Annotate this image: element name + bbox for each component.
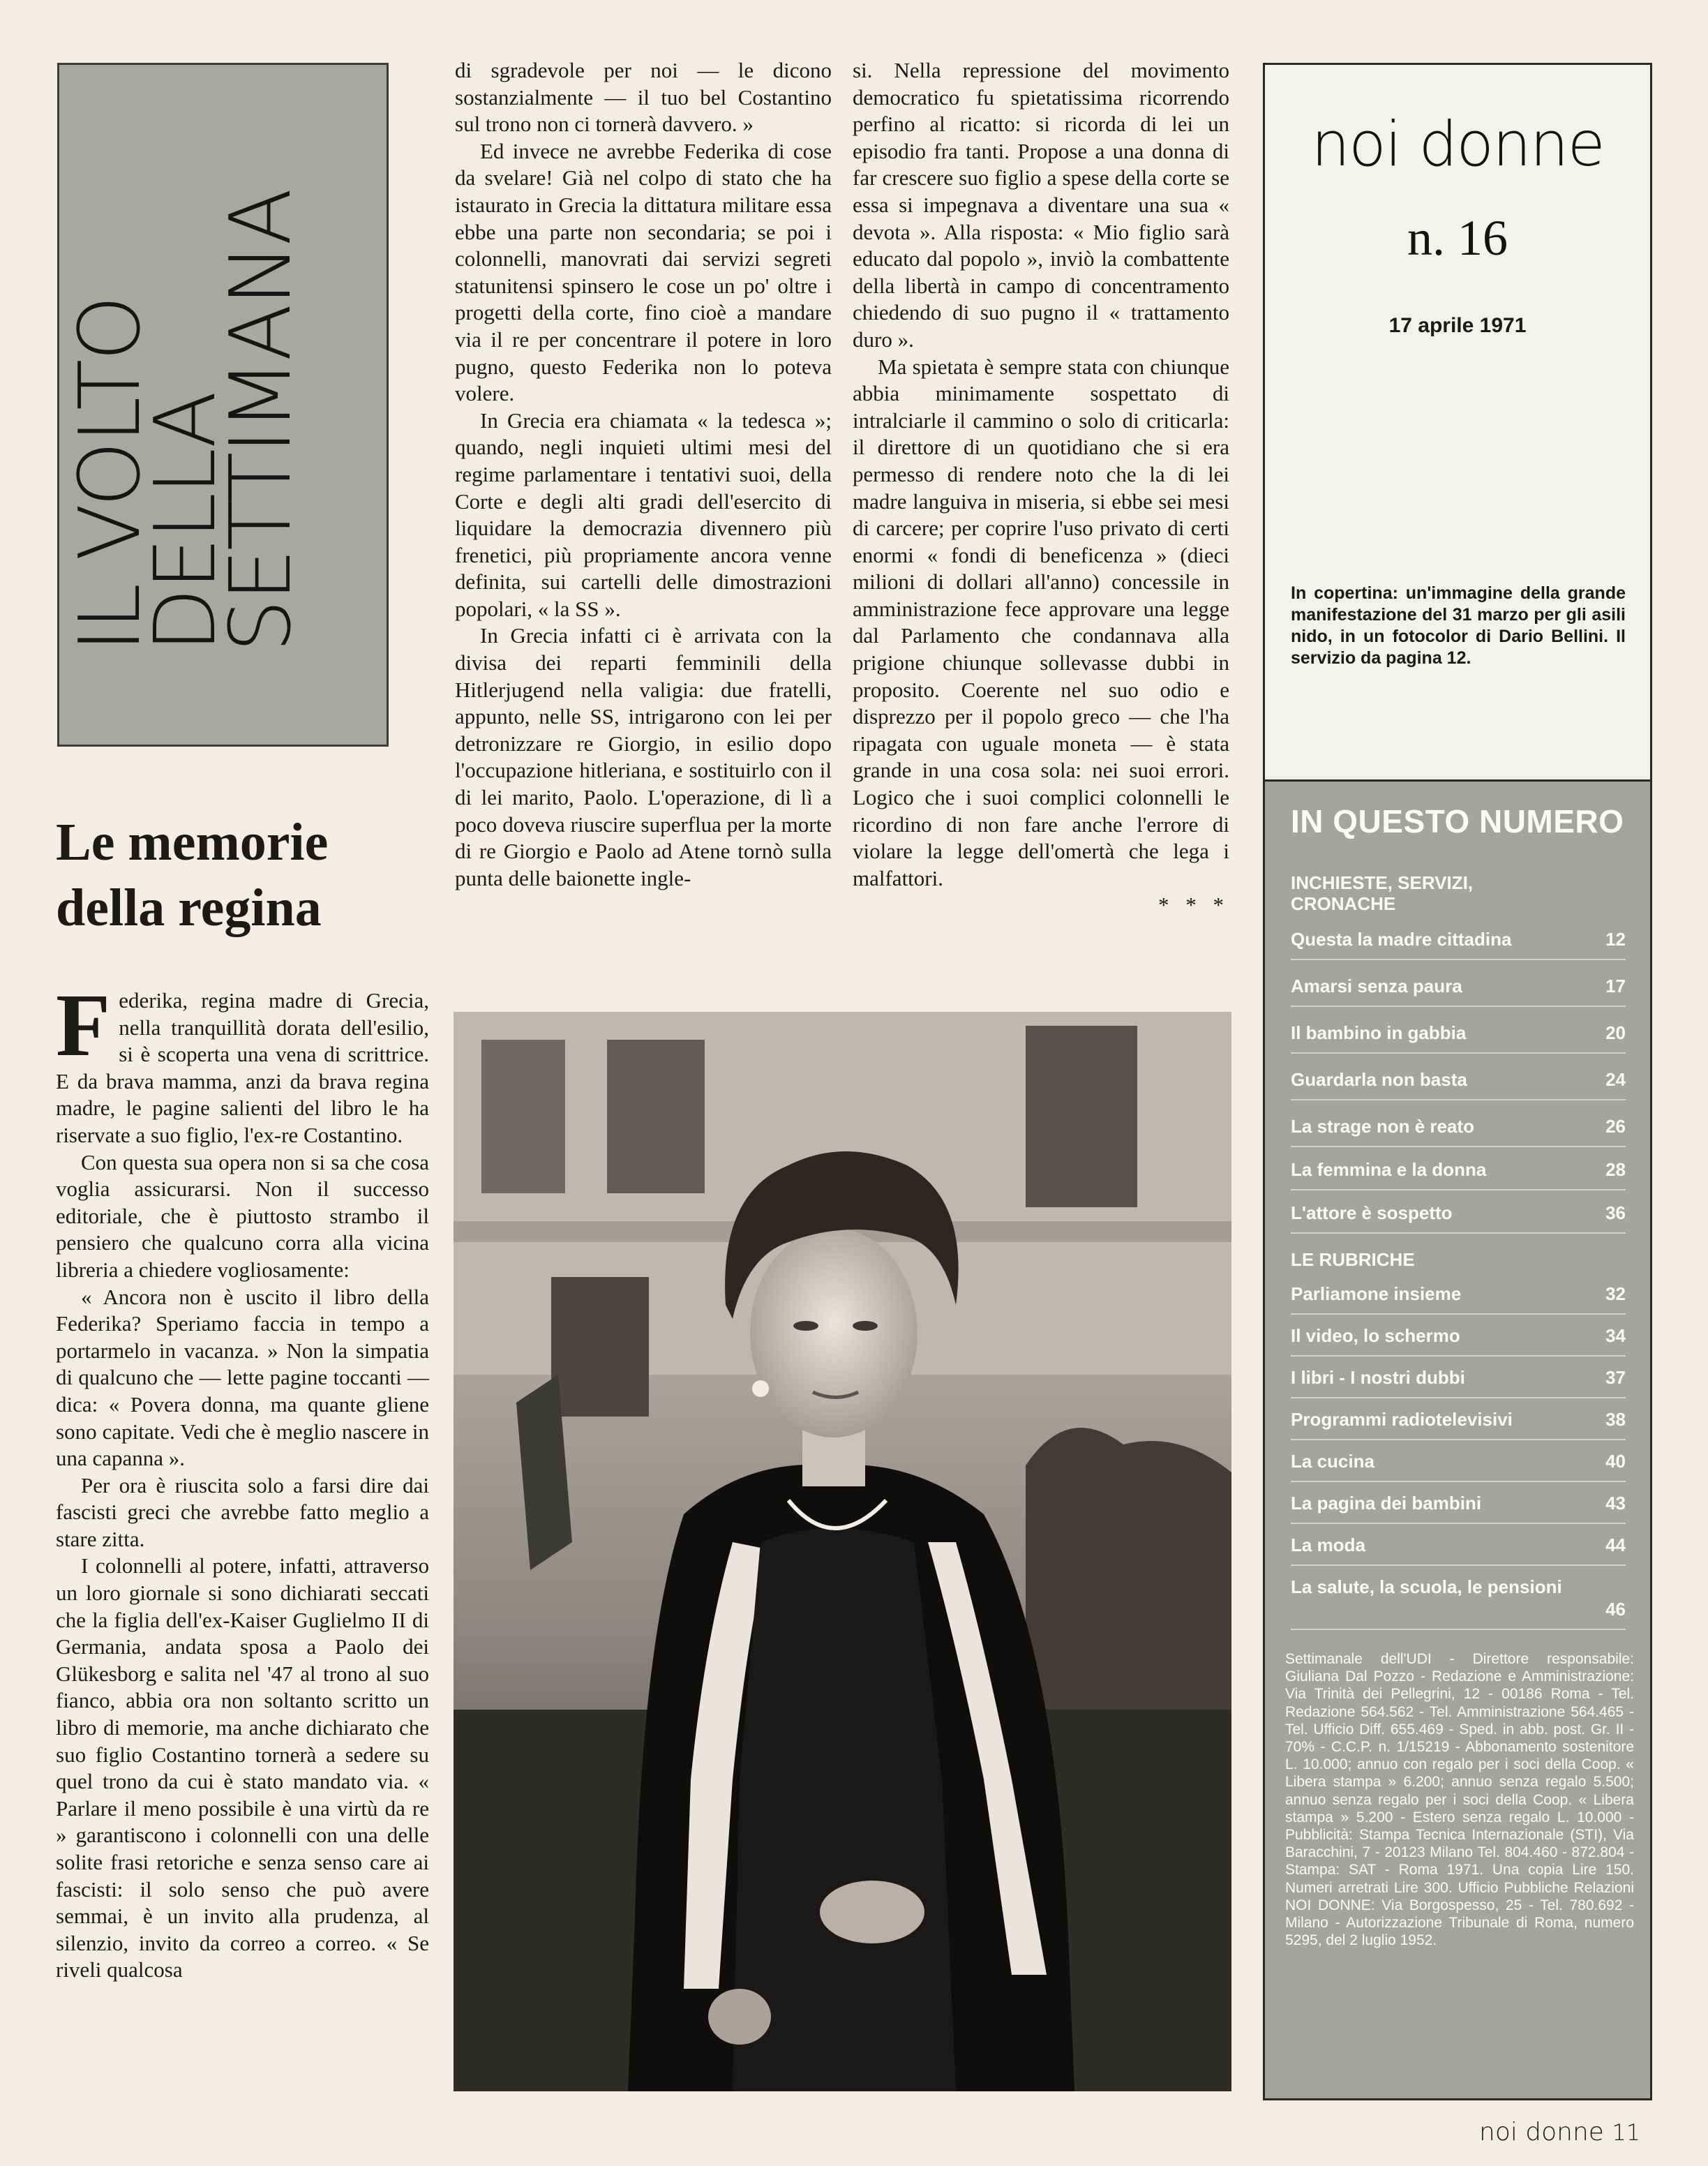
article-paragraph: Ma spietata è sempre stata con chiunque abbia minimamente sospettato di intralciarle il cammino o solo di criticarla: il direttore di un quotidiano che si era permesso di rendere noto che la di lei madre languiva in miseria, si ebbe sei mesi di carcere; per coprire l'uso privato di certi enormi « fondi di beneficenza » (dieci milioni di dollari all'anno) concessile in amministrazione fece approvare una legge dal Parlamento che condannava alla prigione chiunque sollevasse dubbi in proposito. Coerente nel suo odio e disprezzo per il popolo greco — che l'ha ripagata con uguale moneta — è stata grande in una cosa sola: nei suoi errori. Logico che i suoi complici colonnelli le ricordino di non fare anche l'errore di violare la legge dell'omertà che lega i malfattori. xyxy=(853,354,1229,890)
vertical-section-title: IL VOLTO DELLA SETTIMANA xyxy=(62,190,310,652)
contents-item[interactable]: La femmina e la donna 28 xyxy=(1291,1158,1626,1190)
article-paragraph: I colonnelli al potere, infatti, attraverso un loro giornale si sono dichiarati seccati che la figlia dell'ex-Kaiser Guglielmo II di Germania, andata sposa a Paolo dei Glükesborg e salita nel '47 al trono al suo fianco, abbia ora non soltanto scritto un libro di memorie, ma anche dichiarato che suo figlio Costantino tornerà a sedere su quel trono da cui è stato mandato via. « Parlare il meno possibile è una virtù da re » garantiscono i colonnelli con una delle solite frasi retoriche e senza senso care ai fascisti: il solo senso che può avere semmai, è un invito alla prudenza, al silenzio, invito da correo a correo. « Se riveli qualcosa xyxy=(56,1553,429,1982)
contents-item[interactable]: La pagina dei bambini 43 xyxy=(1291,1492,1626,1524)
contents-item[interactable]: La moda 44 xyxy=(1291,1534,1626,1566)
end-mark: * * * xyxy=(1158,892,1229,918)
contents-item[interactable]: Amarsi senza paura 17 xyxy=(1291,975,1626,1007)
colophon: Settimanale dell'UDI - Direttore responsabile: Giuliana Dal Pozzo - Redazione e Amministrazione: Via Trinità dei Pellegrini, 12 - 00186 Roma - Tel. Redazione 564.562 - Tel. Amministrazione 564.465 - Tel. Ufficio Diff. 655.469 - Sped. in abb. post. Gr. II - 70% - C.C.P. n. 1/15219 - Abbonamento sostenitore L. 10.000; annuo con regalo per i soci della Coop. « Libera stampa » 6.200; annuo senza regalo 5.500; annuo senza regalo per i soci della Coop. « Libera stampa » 5.200 - Estero senza regalo L. 10.000 - Pubblicità: Stampa Tecnica Internazionale (STI), Via Baracchini, 7 - 20123 Milano Tel. 804.460 - 872.804 - Stampa: SAT - Roma 1971. Una copia Lire 150. Numeri arretrati Lire 300. Ufficio Pubbliche Relazioni NOI DONNE: Via Borgospesso, 25 - Tel. 780.692 - Milano - Autorizzazione Tribunale di Roma, numero 5295, del 2 luglio 1952. xyxy=(1285,1651,1634,1949)
footer-brand: noi donne xyxy=(1479,2118,1604,2146)
article-column-3 xyxy=(853,57,1229,919)
issue-date: 17 aprile 1971 xyxy=(1388,314,1527,337)
article-column-2 xyxy=(455,57,832,892)
article-paragraph: Ed invece ne avrebbe Federika di cose da svelare! Già nel colpo di stato che ha istaurato in Grecia la dittatura militare essa ebbe una parte non secondaria; se poi i colonnelli, manovrati dai servizi segreti statunitensi spinsero le cose un po' oltre i progetti della corte, fino cioè a mandare via il re per concentrare il potere in loro pugno, questo Federika non lo poteva volere. xyxy=(455,138,832,406)
contents-section-label: INCHIESTE, SERVIZI, CRONACHE xyxy=(1291,872,1474,914)
article-paragraph: si. Nella repressione del movimento democratico fu spietatissima ricorrendo perfino al ricatto: si ricorda di lei un episodio fra tanti. Propose a una donna di far crescere suo figlio a spese della corte se essa si impegnava a diventare una sua « devota ». Alla risposta: « Mio figlio sarà educato dal popolo », inviò la combattente della libertà in campo di concentramento chiedendo di suo pugno il « trattamento duro ». xyxy=(853,58,1229,352)
article-paragraph: Federika, regina madre di Grecia, nella tranquillità dorata dell'esilio, si è scoperta una vena di scrittrice. E da brava mamma, anzi da brava regina madre, le pagine salienti del libro le ha riservate a suo figlio, l'ex-re Costantino. xyxy=(56,976,429,1147)
issue-number: n. 16 xyxy=(1407,210,1508,266)
article-paragraph: In Grecia era chiamata « la tedesca »; quando, negli inquieti ultimi mesi del regime parlamentare i tentativi suoi, della Corte e degli alti gradi dell'esercito di liquidare la democrazia divennero più frenetici, più propriamente ancora venne definita, sui cartelli delle dimostrazioni popolari, « la SS ». xyxy=(455,408,832,621)
article-paragraph: « Ancora non è uscito il libro della Federika? Speriamo faccia in tempo a portarmelo in vacanza. » Non la simpatia di qualcuno che — lette pagine toccanti — dica: « Povera donna, ma quante gliene sono capitate. Vedi che è meglio nascere in una capanna ». xyxy=(56,1284,429,1471)
contents-item[interactable]: Questa la madre cittadina 12 xyxy=(1291,928,1626,960)
contents-item[interactable]: Il bambino in gabbia 20 xyxy=(1291,1022,1626,1054)
contents-item[interactable]: I libri - I nostri dubbi 37 xyxy=(1291,1366,1626,1398)
contents-item[interactable]: Guardarla non basta 24 xyxy=(1291,1068,1626,1100)
contents-item[interactable]: La cucina 40 xyxy=(1291,1450,1626,1482)
contents-title: IN QUESTO NUMERO xyxy=(1291,803,1624,839)
article-column-1 xyxy=(56,976,429,1984)
queen-photo xyxy=(454,1012,1231,2091)
photo-illustration xyxy=(454,1012,1231,2091)
cover-note: In copertina: un'immagine della grande manifestazione del 31 marzo per gli asili nido, in un fotocolor di Dario Bellini. Il servizio da pagina 12. xyxy=(1291,583,1626,668)
contents-item[interactable]: Il video, lo schermo 34 xyxy=(1291,1324,1626,1357)
contents-item[interactable]: L'attore è sospetto 36 xyxy=(1291,1202,1626,1234)
contents-item[interactable]: Parliamone insieme 32 xyxy=(1291,1283,1626,1315)
contents-item[interactable]: La salute, la scuola, le pensioni 46 xyxy=(1291,1576,1626,1630)
article-paragraph: Con questa sua opera non si sa che cosa voglia assicurarsi. Non il successo editoriale, che è piuttosto strambo il pensiero che qualcuno corra alla vicina libreria a chiedere vogliosamente: xyxy=(56,1149,429,1282)
page-number: 11 xyxy=(1612,2119,1641,2146)
magazine-title: noi donne xyxy=(1311,108,1604,180)
article-headline: Le memorie della regina xyxy=(56,813,329,937)
contents-section-label: LE RUBRICHE xyxy=(1291,1249,1415,1270)
article-paragraph: In Grecia infatti ci è arrivata con la divisa dei reparti femminili della Hitlerjugend nella valigia: due fratelli, appunto, nelle SS, intrigarono con lei per detronizzare re Giorgio, in esilio dopo l'occupazione hitleriana, e sostituirlo con il di lei marito, Paolo. L'operazione, di lì a poco doveva riuscire superflua per la morte di re Giorgio e Paolo ad Atene tornò sulla punta delle baionette ingle- xyxy=(455,623,832,890)
contents-item[interactable]: La strage non è reato 26 xyxy=(1291,1115,1626,1147)
contents-item[interactable]: Programmi radiotelevisivi 38 xyxy=(1291,1408,1626,1440)
article-paragraph: Per ora è riuscita solo a farsi dire dai fascisti greci che avrebbe fatto meglio a stare zitta. xyxy=(56,1472,429,1551)
page-footer xyxy=(1479,2118,1640,2146)
drop-cap: F xyxy=(56,976,111,1075)
article-paragraph: di sgradevole per noi — le dicono sostanzialmente — il tuo bel Costantino sul trono non ci tornerà davvero. » xyxy=(455,58,832,137)
